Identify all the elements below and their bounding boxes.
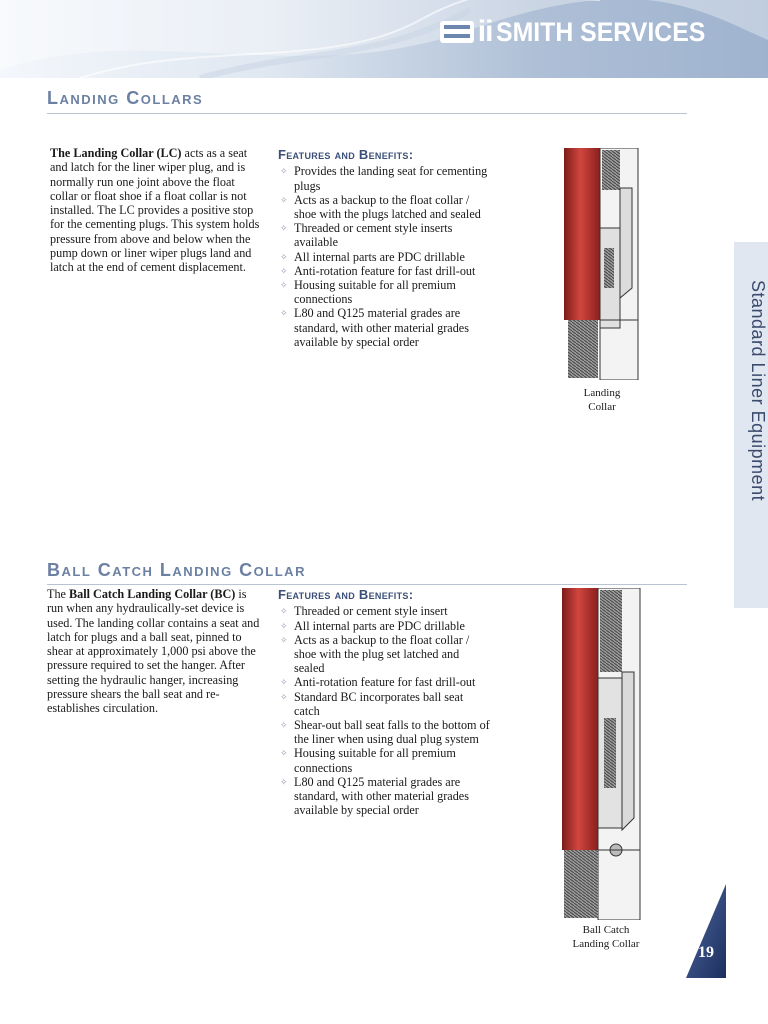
section-divider — [47, 113, 687, 114]
bullet-icon: ✧ — [280, 677, 288, 688]
feature-text: Shear-out ball seat falls to the bottom of the liner when using dual plug system — [294, 717, 490, 747]
brand-mark: ii — [477, 15, 493, 48]
feature-text: Standard BC incorporates ball seat catch — [294, 689, 464, 718]
landing-collar-caption — [562, 386, 642, 414]
landing-collars-title: Landing Collars — [47, 88, 204, 108]
bullet-icon: ✧ — [280, 748, 288, 759]
feature-item — [278, 718, 490, 746]
feature-text: L80 and Q125 material grades are standard, with other material grades available by special order — [294, 306, 469, 349]
feature-text: All internal parts are PDC drillable — [294, 249, 465, 264]
page-corner-graphic — [682, 884, 726, 978]
ball-catch-caption — [560, 923, 652, 951]
feature-item — [278, 633, 490, 676]
feature-item — [278, 221, 490, 249]
ball-catch-description — [47, 587, 265, 716]
feature-item — [278, 250, 490, 264]
feature-item — [278, 619, 490, 633]
ball-catch-features — [278, 588, 490, 817]
feature-text: Housing suitable for all premium connections — [294, 746, 456, 775]
feature-text: All internal parts are PDC drillable — [294, 618, 465, 633]
landing-collar-description — [50, 146, 260, 275]
bullet-icon: ✧ — [280, 620, 288, 631]
smith-logo-icon — [440, 21, 474, 43]
caption-line-1: Ball Catch — [582, 924, 630, 936]
ball-catch-collar-illustration — [558, 588, 644, 920]
feature-item — [278, 278, 490, 306]
features-heading: Features and Benefits: — [278, 147, 414, 162]
feature-text: Acts as a backup to the float collar / shoe with the plug set latched and sealed — [294, 632, 470, 676]
feature-text: Anti-rotation feature for fast drill-out — [294, 263, 476, 278]
feature-item — [278, 690, 490, 718]
feature-item — [278, 164, 490, 192]
caption-line-1: Landing — [583, 387, 621, 399]
feature-item — [278, 775, 490, 818]
feature-text: Anti-rotation feature for fast drill-out — [294, 675, 476, 690]
feature-text: Provides the landing seat for cementing plugs — [294, 164, 488, 193]
chapter-side-tab — [734, 242, 768, 608]
landing-collar-term: The Landing Collar (LC) — [50, 146, 182, 160]
bullet-icon: ✧ — [280, 194, 288, 205]
feature-text: Threaded or cement style inserts available — [294, 221, 453, 250]
feature-item — [278, 746, 490, 774]
feature-text: Acts as a backup to the float collar / shoe with the plugs latched and sealed — [294, 192, 481, 221]
ball-catch-title: Ball Catch Landing Collar — [47, 560, 306, 580]
ball-catch-desc-prefix: The — [47, 587, 69, 601]
feature-item — [278, 264, 490, 278]
feature-item — [278, 306, 490, 349]
features-list — [278, 604, 490, 817]
landing-collar-illustration — [560, 148, 642, 380]
features-heading: Features and Benefits: — [278, 587, 414, 602]
caption-line-2: Collar — [588, 401, 616, 413]
landing-collar-description-text: acts as a seat and latch for the liner wiper plug, and is normally run one joint above the float collar or float shoe if a float collar is not installed. The LC provides a positive stop for the cementing plugs. This system holds pressure from above and below when the pump down or liner wiper plugs land and latch at the end of cement displacement. — [50, 146, 260, 275]
brand-logo — [440, 16, 724, 48]
bullet-icon: ✧ — [280, 265, 288, 276]
feature-item — [278, 604, 490, 618]
bullet-icon: ✧ — [280, 719, 288, 730]
page-number: 19 — [698, 944, 714, 961]
section-divider — [47, 584, 687, 585]
feature-text: Threaded or cement style insert — [294, 604, 448, 619]
bullet-icon: ✧ — [280, 251, 288, 262]
caption-line-2: Landing Collar — [572, 938, 640, 950]
feature-text: L80 and Q125 material grades are standard, with other material grades available by special order — [294, 774, 469, 818]
bullet-icon: ✧ — [280, 634, 288, 645]
features-list — [278, 164, 490, 349]
header-banner — [0, 0, 768, 78]
ball-catch-term: Ball Catch Landing Collar (BC) — [69, 587, 236, 601]
bullet-icon: ✧ — [280, 691, 288, 702]
brand-name: SMITH SERVICES — [496, 16, 706, 47]
bullet-icon: ✧ — [280, 279, 288, 290]
feature-text: Housing suitable for all premium connections — [294, 277, 456, 307]
side-tab-label: Standard Liner Equipment — [748, 280, 768, 502]
bullet-icon: ✧ — [280, 223, 288, 234]
bullet-icon: ✧ — [280, 606, 288, 617]
bullet-icon: ✧ — [280, 308, 288, 319]
feature-item — [278, 193, 490, 221]
ball-catch-description-text: is run when any hydraulically-set device is used. The landing collar contains a seat and latch for plugs and a ball seat, pinned to shear at approximately 1,000 psi above the pressure required to set the hanger. After setting the hydraulic hanger, increasing pressure shears the ball seat and re-establishes circulation. — [47, 587, 260, 716]
feature-item — [278, 675, 490, 689]
landing-collar-features — [278, 148, 490, 349]
bullet-icon: ✧ — [280, 166, 288, 177]
bullet-icon: ✧ — [280, 776, 288, 787]
